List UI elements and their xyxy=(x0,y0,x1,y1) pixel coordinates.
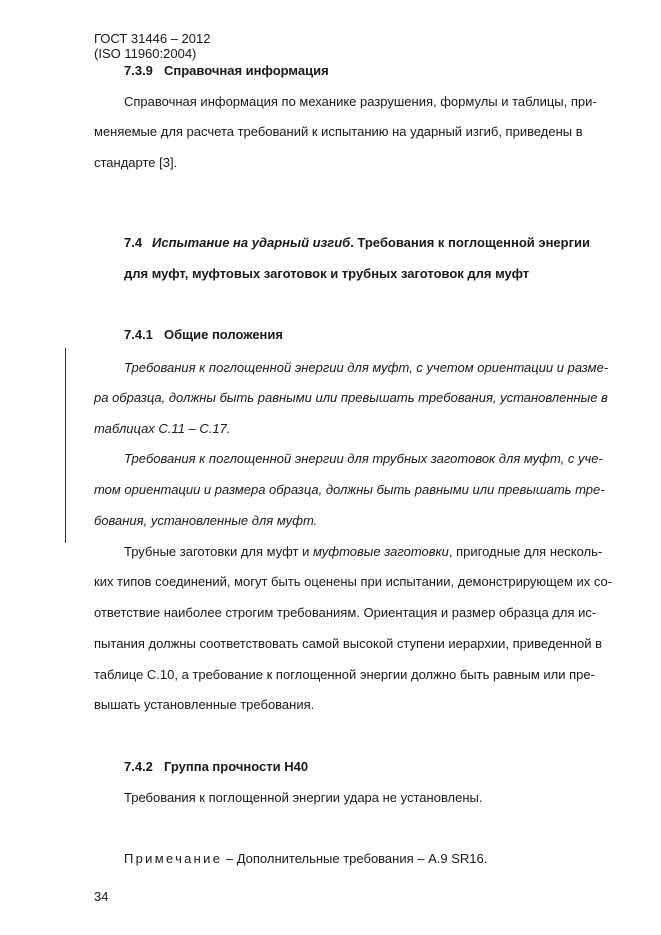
section-title-italic: Испытание на ударный изгиб xyxy=(152,235,351,250)
section-number: 7.4.2 xyxy=(124,759,153,774)
section-7-4-1-heading xyxy=(124,327,283,343)
paragraph-line xyxy=(124,544,602,560)
section-number: 7.4 xyxy=(124,235,143,250)
paragraph-line: ответствие наиболее строгим требованиям. Ориентация и размер образца для ис- xyxy=(94,605,597,620)
section-title: Группа прочности Н40 xyxy=(164,759,309,774)
paragraph-line: пытания должны соответствовать самой высокой ступени иерархии, приведенной в xyxy=(94,636,603,651)
change-bar xyxy=(65,348,66,543)
text-run-italic: муфтовые заготовки xyxy=(312,544,449,559)
section-7-3-9-heading xyxy=(124,63,329,79)
section-7-4-2-heading xyxy=(124,759,308,775)
paragraph-line: Справочная информация по механике разрушения, формулы и таблицы, при- xyxy=(124,94,597,109)
paragraph-line: Требования к поглощенной энергии удара не установлены. xyxy=(124,790,483,805)
section-7-4-heading-line2: для муфт, муфтовых заготовок и трубных заготовок для муфт xyxy=(124,266,530,281)
iso-reference: (ISO 11960:2004) xyxy=(94,46,197,61)
note xyxy=(124,851,487,867)
standard-code: ГОСТ 31446 – 2012 xyxy=(94,31,211,46)
section-title-rest: . Требования к поглощенной энергии xyxy=(350,235,590,250)
paragraph-line: таблице С.10, а требование к поглощенной энергии должно быть равным или пре- xyxy=(94,667,595,682)
paragraph-line: Требования к поглощенной энергии для трубных заготовок для муфт, с уче- xyxy=(124,451,603,466)
paragraph-line: ра образца, должны быть равными или превышать требования, установленные в xyxy=(94,390,608,405)
section-title: Справочная информация xyxy=(164,63,329,78)
paragraph-line: бования, установленные для муфт. xyxy=(94,513,318,528)
text-run: , пригодные для несколь- xyxy=(448,544,603,559)
page-number: 34 xyxy=(94,889,109,904)
section-title: Общие положения xyxy=(164,327,283,342)
paragraph-line: меняемые для расчета требований к испытанию на ударный изгиб, приведены в xyxy=(94,124,583,139)
paragraph-line: ких типов соединений, могут быть оценены при испытании, демонстрирующем их со- xyxy=(94,574,613,589)
paragraph-line: стандарте [3]. xyxy=(94,155,178,170)
section-7-4-heading xyxy=(124,235,590,251)
text-run: Трубные заготовки для муфт и xyxy=(124,544,313,559)
paragraph-line: вышать установленные требования. xyxy=(94,697,315,712)
section-number: 7.4.1 xyxy=(124,327,153,342)
note-text: – Дополнительные требования – А.9 SR16. xyxy=(222,851,488,866)
paragraph-line: Требования к поглощенной энергии для муфт, с учетом ориентации и разме- xyxy=(124,360,609,375)
section-number: 7.3.9 xyxy=(124,63,153,78)
paragraph-line: таблицах С.11 – С.17. xyxy=(94,421,231,436)
note-label: Примечание xyxy=(124,851,223,866)
paragraph-line: том ориентации и размера образца, должны быть равными или превышать тре- xyxy=(94,482,605,497)
